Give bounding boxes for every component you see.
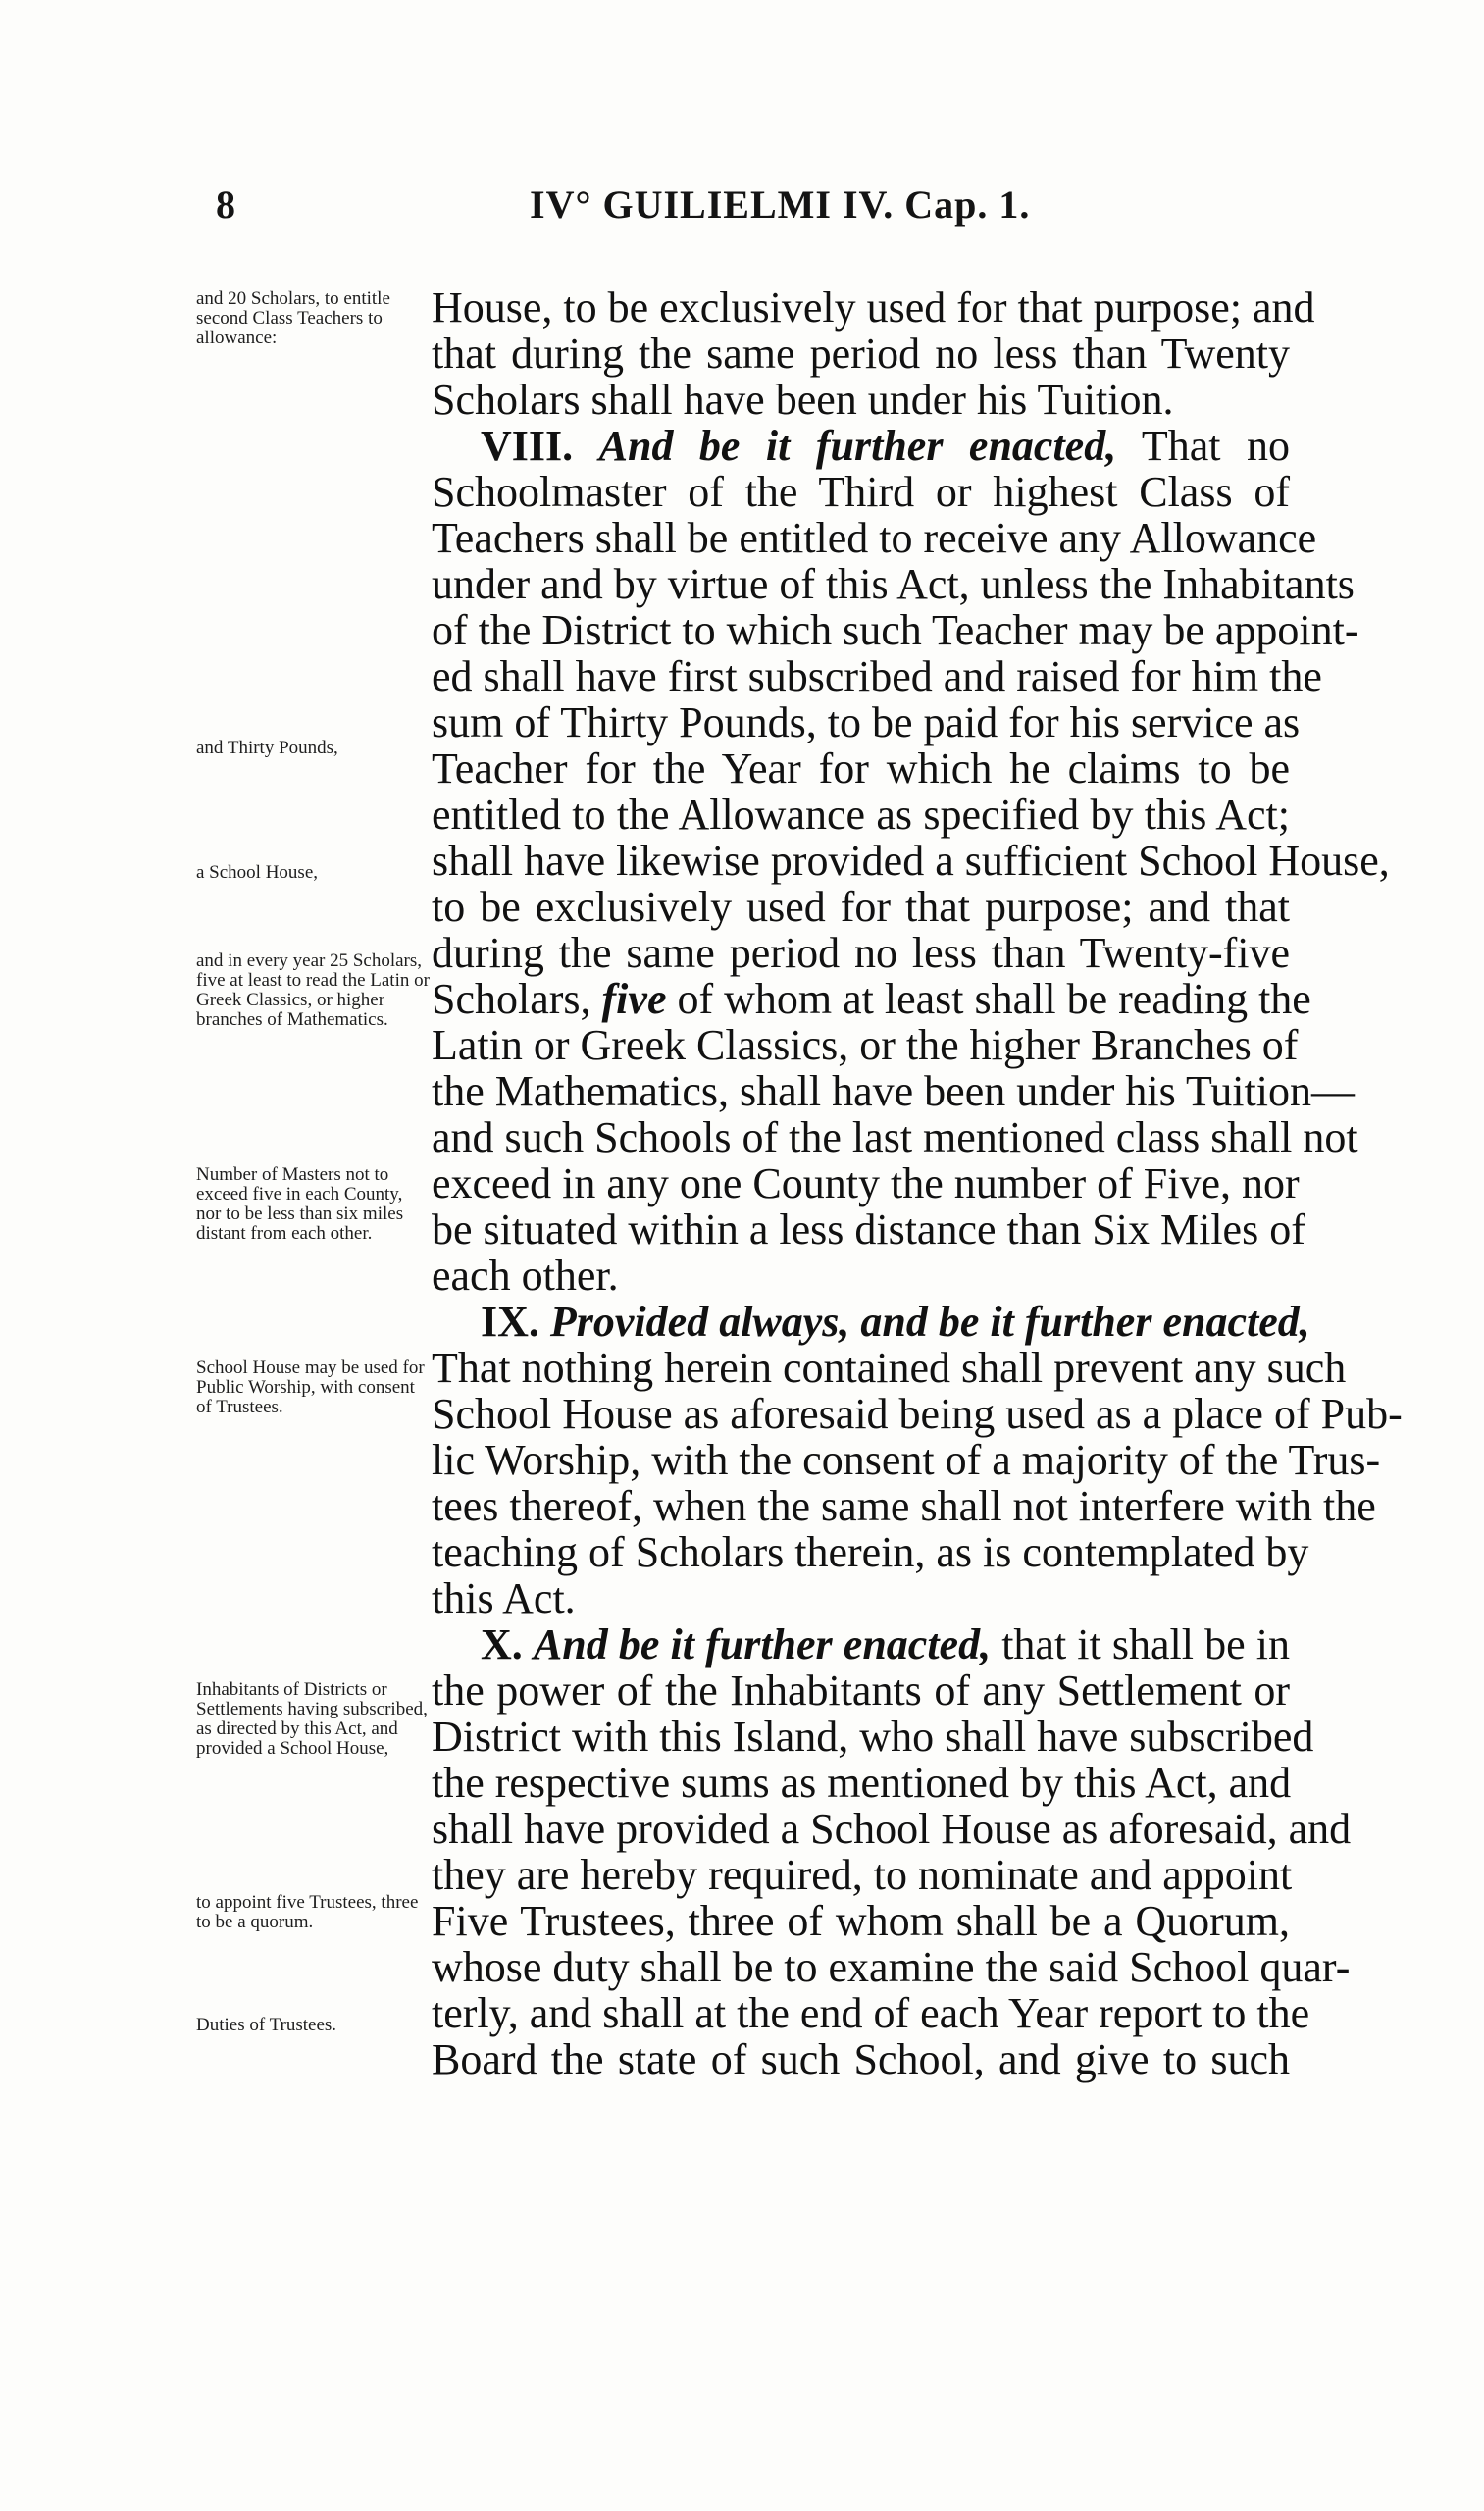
text-line: teaching of Scholars therein, as is contemplated by [432,1528,1309,1576]
text-line: and such Schools of the last mentioned class shall not [432,1113,1358,1161]
section-x-line: X. And be it further enacted, that it shall be in [481,1620,1290,1668]
text-line: Teachers shall be entitled to receive any Allowance [432,514,1317,562]
text-line: School House as aforesaid being used as a place of Pub- [432,1390,1403,1438]
text-line: entitled to the Allowance as specified by this Act; [432,791,1290,839]
margin-note: and 20 Scholars, to entitle second Class Teachers to allowance: [196,288,390,348]
italic-word: five [601,975,667,1023]
margin-note: to appoint five Trustees, three to be a quorum. [196,1892,419,1932]
section-ix-line [432,1298,1310,1346]
section-number: IX. [481,1298,539,1346]
text-line: Latin or Greek Classics, or the higher Branches of [432,1021,1299,1069]
text-line: lic Worship, with the consent of a majority of the Trus- [432,1436,1381,1484]
margin-note: and in every year 25 Scholars, five at least to read the Latin or Greek Classics, or higher branches of Mathematics. [196,950,430,1030]
text-line: ed shall have first subscribed and raised for him the [432,652,1322,700]
margin-note: School House may be used for Public Worship, with consent of Trustees. [196,1358,425,1417]
text-line: under and by virtue of this Act, unless the Inhabitants [432,560,1355,608]
text-line: exceed in any one County the number of Five, nor [432,1159,1300,1207]
text-line: House, to be exclusively used for that purpose; and [432,283,1315,332]
text-line: the power of the Inhabitants of any Settlement or [432,1666,1290,1715]
text-line: the Mathematics, shall have been under his Tuition— [432,1067,1355,1115]
margin-note: a School House, [196,862,319,883]
text-line: the respective sums as mentioned by this Act, and [432,1759,1292,1807]
margin-note: Duties of Trustees. [196,2015,337,2035]
text-line: Five Trustees, three of whom shall be a Quorum, [432,1897,1290,1945]
text-line: Scholars shall have been under his Tuition. [432,376,1174,424]
section-number: VIII. [481,422,574,470]
margin-note: Inhabitants of Districts or Settlements having subscribed, as directed by this Act, and provided a School House, [196,1679,428,1759]
text-line: Schoolmaster of the Third or highest Class of [432,468,1290,516]
page-number: 8 [216,182,235,227]
text-line: to be exclusively used for that purpose; and that [432,883,1290,931]
page-header [216,181,1295,240]
section-viii-line: VIII. And be it further enacted, That no [481,422,1290,470]
text-line: during the same period no less than Twenty-five [432,929,1290,977]
enacting-clause: And be it further enacted, [598,422,1117,470]
text-line: terly, and shall at the end of each Year report to the [432,1989,1310,2037]
text-line: Scholars, five of whom at least shall be reading the [432,975,1311,1023]
text-line: whose duty shall be to examine the said School quar- [432,1943,1351,1991]
text-line: that during the same period no less than Twenty [432,330,1290,378]
text-line: District with this Island, who shall have subscribed [432,1713,1314,1761]
margin-note: and Thirty Pounds, [196,738,338,758]
text-line: sum of Thirty Pounds, to be paid for his service as [432,698,1301,746]
text-line: shall have likewise provided a sufficient School House, [432,837,1390,885]
section-number: X. [481,1620,523,1668]
text-line: That nothing herein contained shall prevent any such [432,1344,1347,1392]
text-line: shall have provided a School House as aforesaid, and [432,1805,1352,1853]
text-line: this Act. [432,1574,576,1622]
running-title: IV° GUILIELMI IV. Cap. 1. [530,182,1031,227]
text-line: tees thereof, when the same shall not interfere with the [432,1482,1376,1530]
text-line: of the District to which such Teacher may be appoint- [432,606,1359,654]
text-line: Board the state of such School, and give to such [432,2035,1290,2083]
enacting-clause: And be it further enacted, [533,1620,992,1668]
text-line: be situated within a less distance than Six Miles of [432,1205,1305,1254]
text-line: Teacher for the Year for which he claims to be [432,744,1290,793]
enacting-clause: Provided always, and be it further enacted, [549,1298,1310,1346]
margin-note: Number of Masters not to exceed five in each County, nor to be less than six miles distant from each other. [196,1164,404,1244]
text-line: each other. [432,1252,619,1300]
text-line: they are hereby required, to nominate and appoint [432,1851,1293,1899]
